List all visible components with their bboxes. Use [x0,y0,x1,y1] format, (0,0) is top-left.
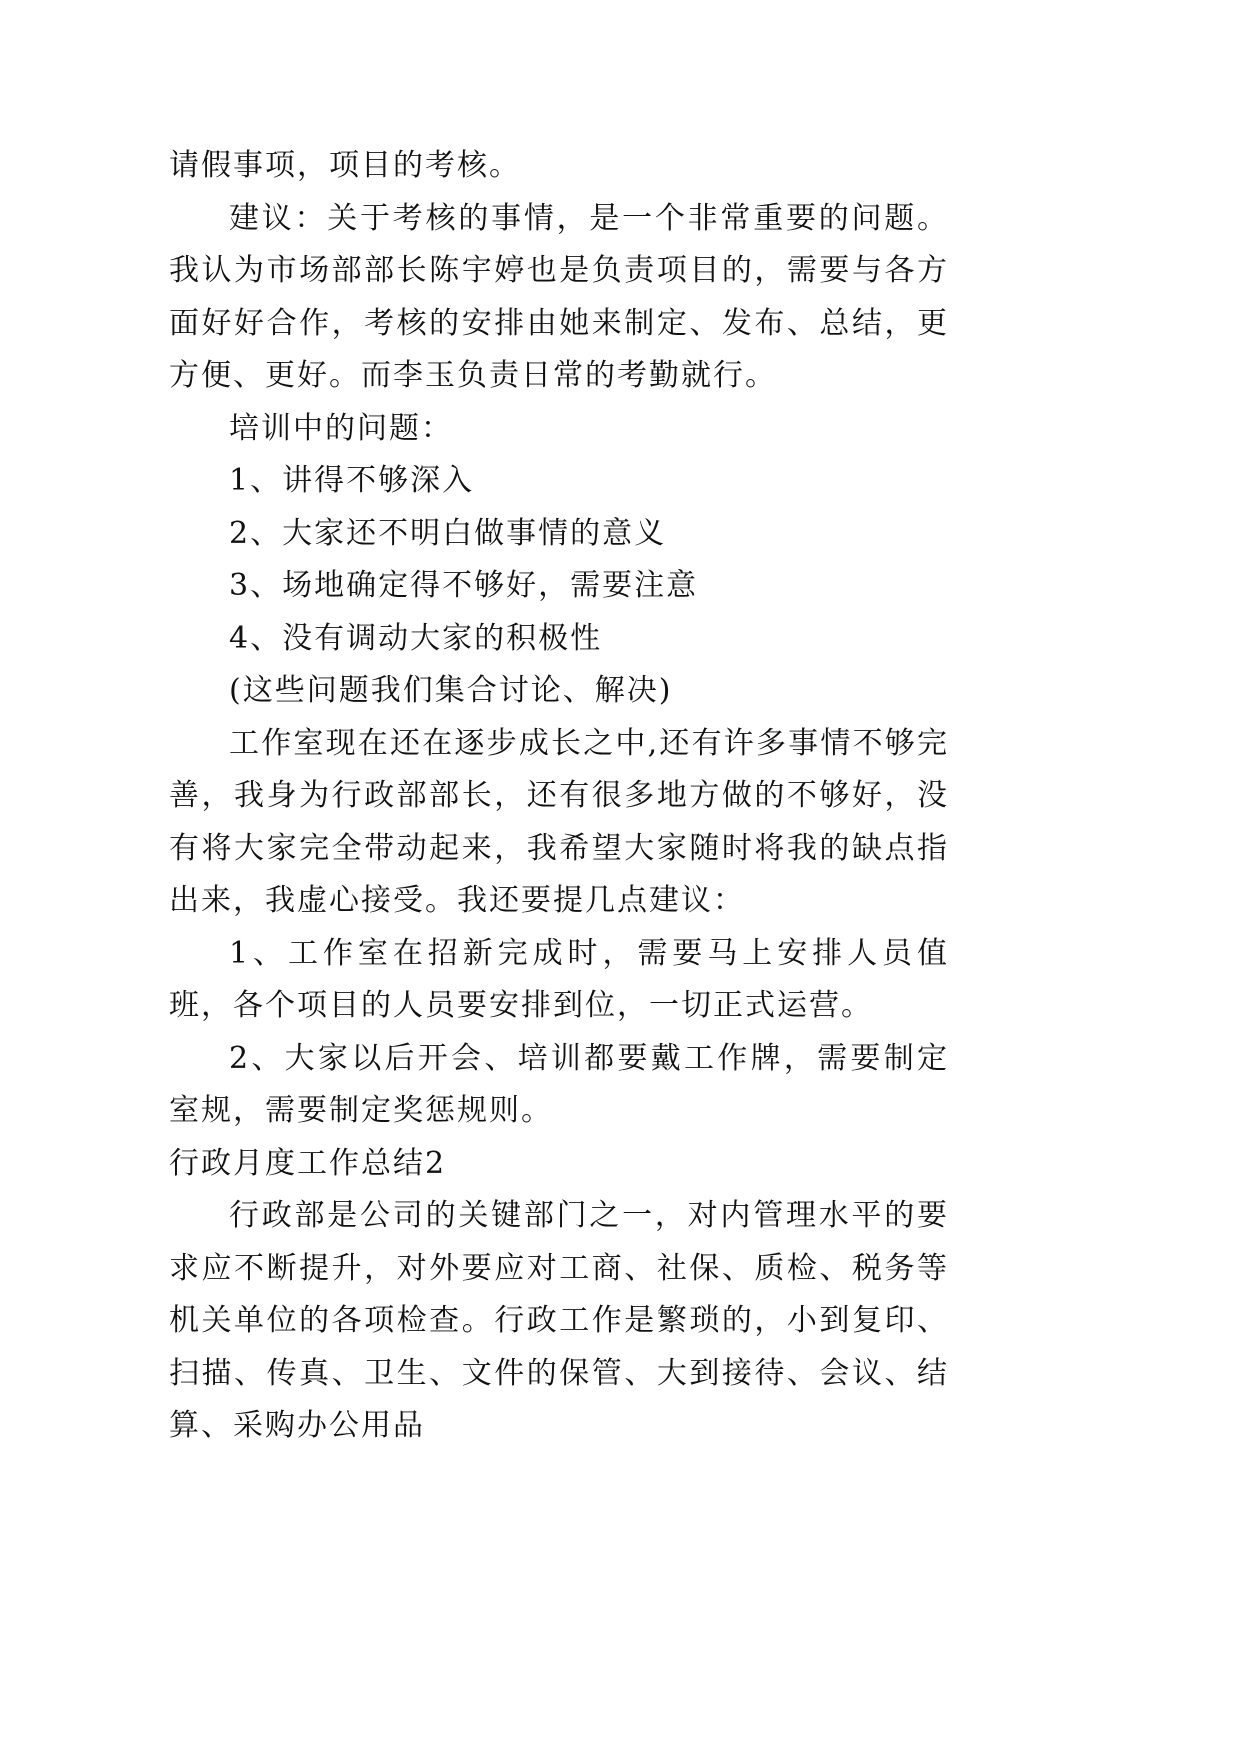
training-problem-item: 1、讲得不够深入 [229,463,475,498]
document-body [169,140,949,1453]
proposal-item: 2、大家以后开会、培训都要戴工作牌，需要制定室规，需要制定奖惩规则。 [169,1040,949,1128]
training-problem-item: 2、大家还不明白做事情的意义 [229,515,667,551]
studio-paragraph: 工作室现在还在逐步成长之中,还有许多事情不够完善，我身为行政部部长，还有很多地方做的不够好，没有将大家完全带动起来，我希望大家随时将我的缺点指出来，我虚心接受。我还要提几点建议： [169,725,949,918]
discussion-note: (这些问题我们集合讨论、解决) [229,673,673,708]
training-problems-title: 培训中的问题： [229,410,453,446]
suggestion-paragraph: 建议：关于考核的事情，是一个非常重要的问题。我认为市场部部长陈宇婷也是负责项目的，需要与各方面好好合作，考核的安排由她来制定、发布、总结，更方便、更好。而李玉负责日常的考勤就行。 [169,200,949,393]
proposal-item: 1、工作室在招新完成时，需要马上安排人员值班，各个项目的人员要安排到位，一切正式运营。 [169,935,949,1023]
training-problem-item: 4、没有调动大家的积极性 [229,620,603,656]
training-problem-item: 3、场地确定得不够好，需要注意 [229,568,699,603]
section-title: 行政月度工作总结2 [169,1145,447,1181]
line-leave-and-assessment: 请假事项，项目的考核。 [169,148,521,183]
admin-department-paragraph: 行政部是公司的关键部门之一，对内管理水平的要求应不断提升，对外要应对工商、社保、质检、税务等机关单位的各项检查。行政工作是繁琐的，小到复印、扫描、传真、卫生、文件的保管、大到接待、会议、结算、采购办公用品 [169,1198,949,1443]
